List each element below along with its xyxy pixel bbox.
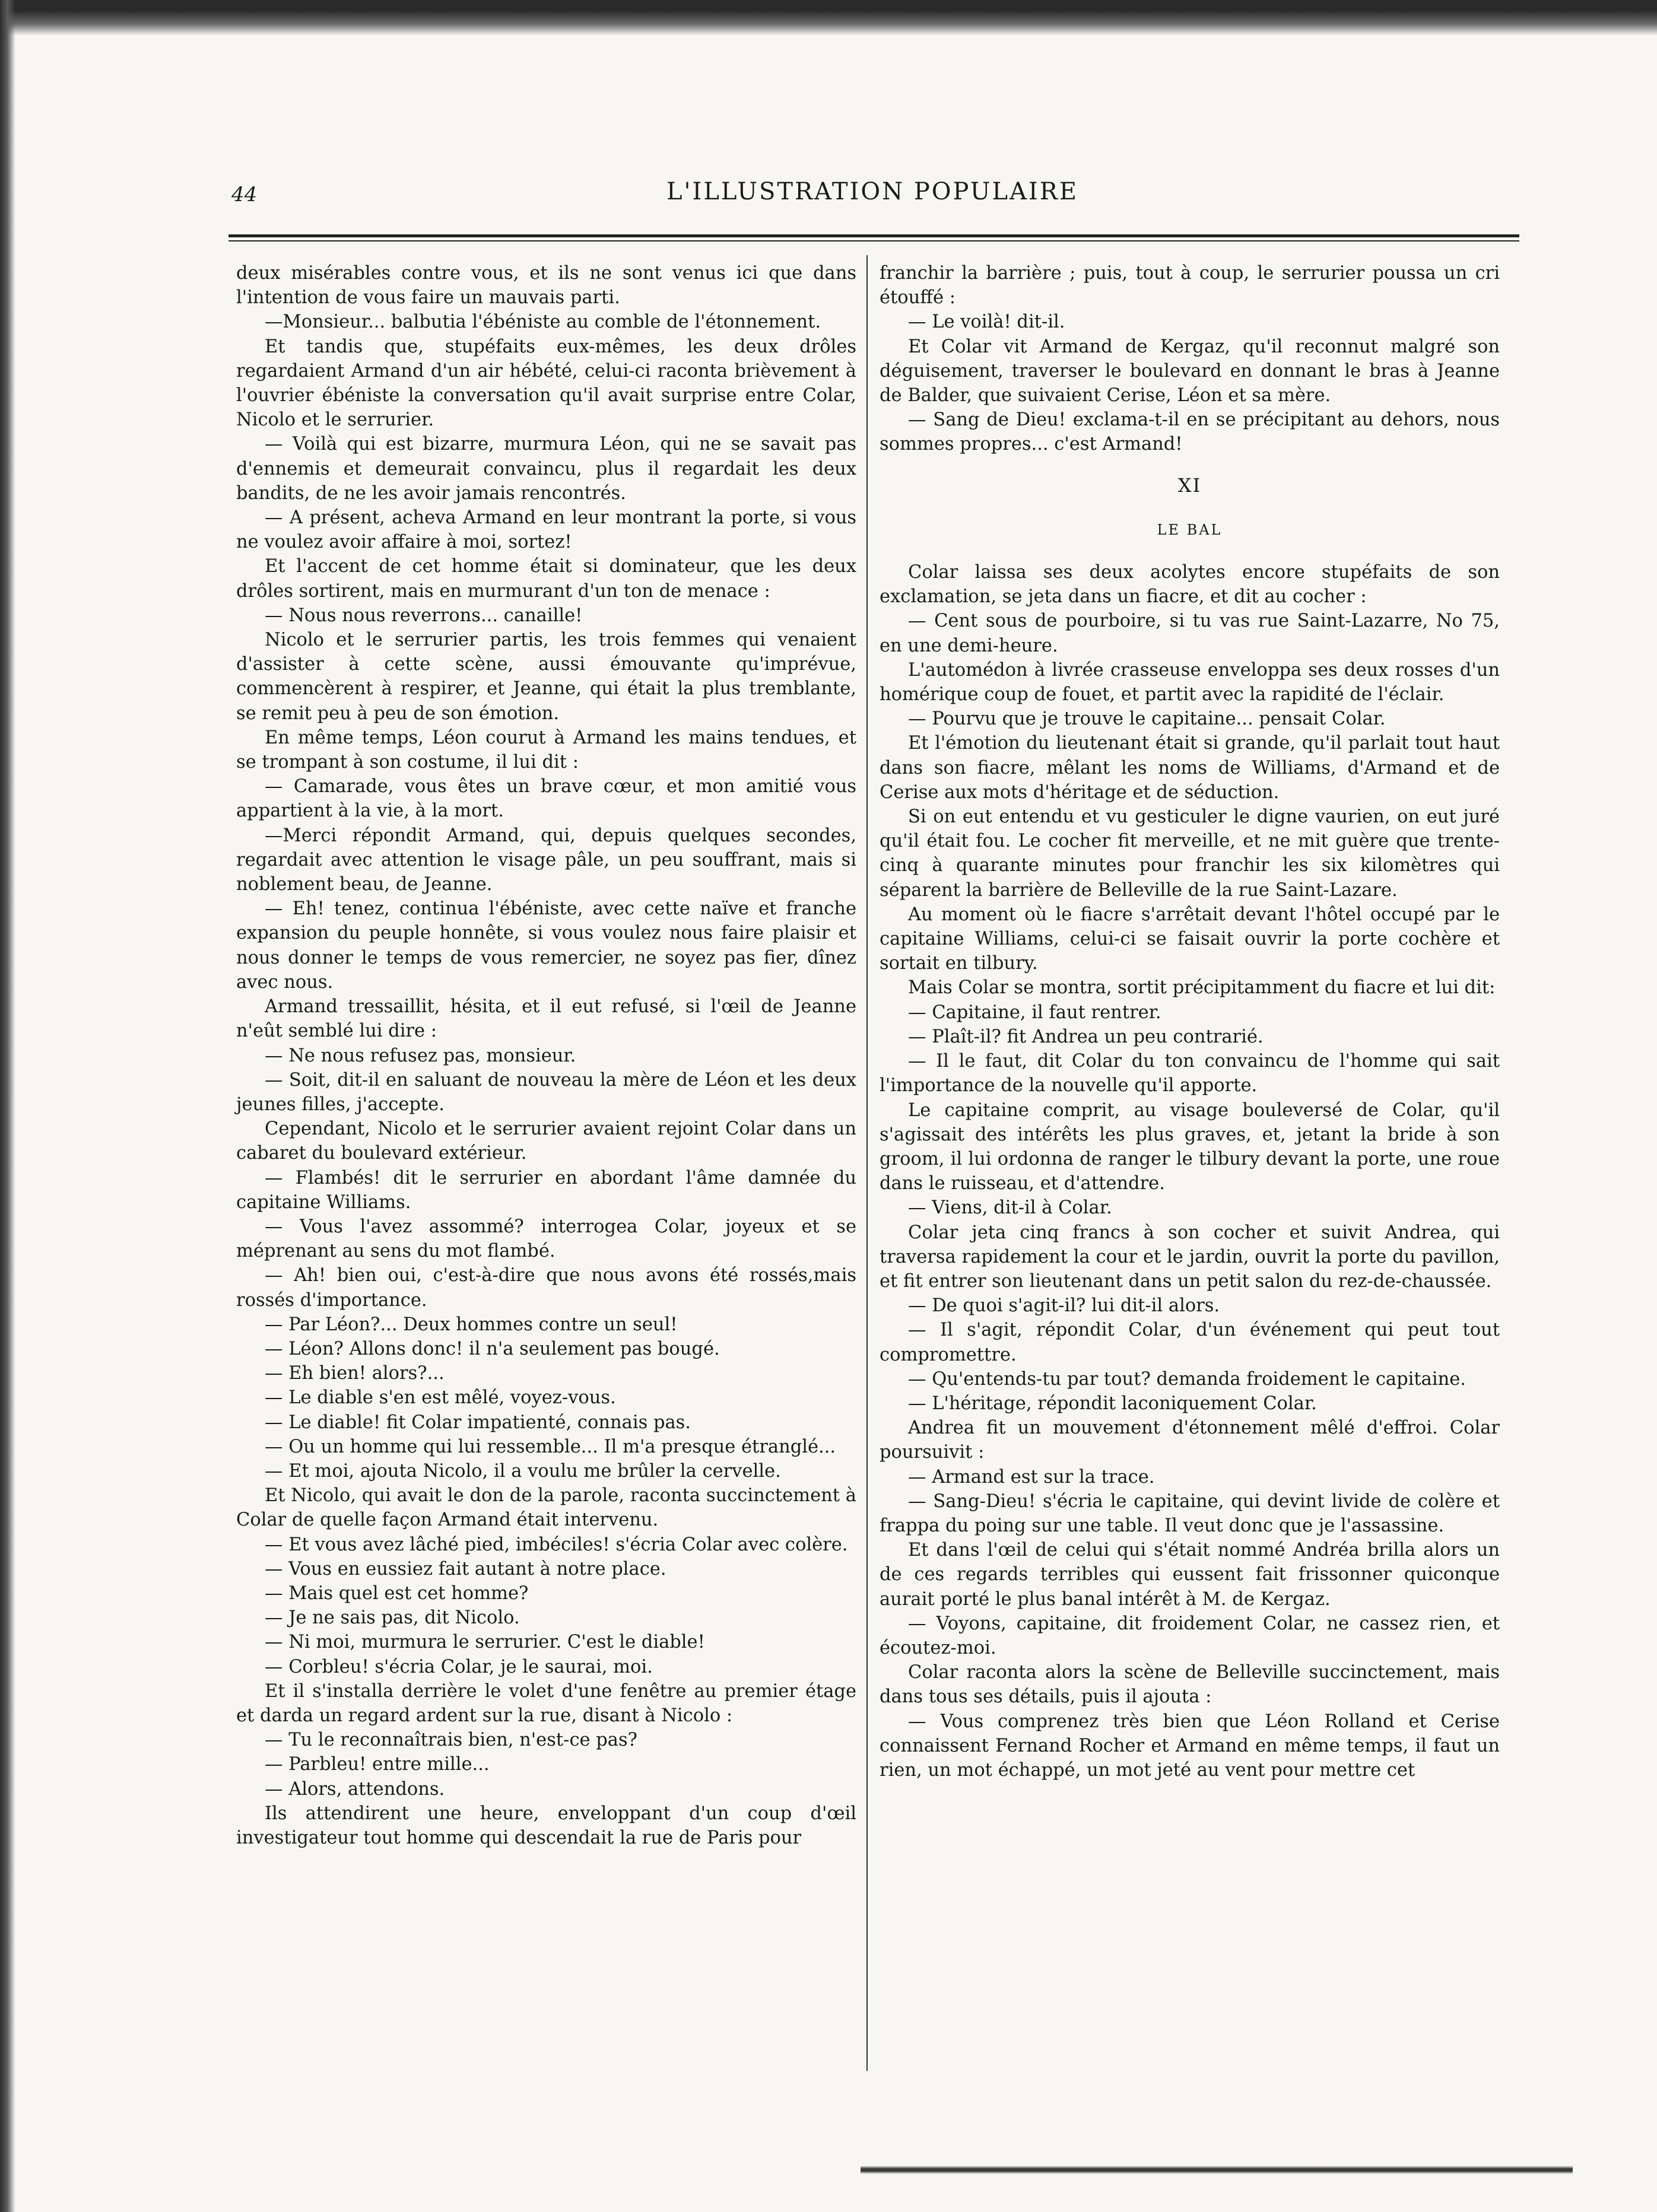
paragraph: — Alors, attendons.	[265, 1778, 445, 1800]
paragraph: Et Nicolo, qui avait le don de la parole, raconta succinctement à Colar de quelle façon Armand était intervenu.	[236, 1485, 856, 1531]
paragraph: — Mais quel est cet homme?	[265, 1582, 529, 1604]
paragraph: — Eh bien! alors?...	[265, 1363, 445, 1384]
scan-edge-left	[0, 0, 15, 2212]
paragraph: — Cent sous de pourboire, si tu vas rue Saint-Lazarre, No 75, en une demi-heure.	[880, 611, 1500, 656]
paragraph: — Et vous avez lâché pied, imbéciles! s'écria Colar avec colère.	[265, 1534, 848, 1555]
paragraph: —Monsieur... balbutia l'ébéniste au comble de l'étonnement.	[265, 312, 821, 333]
paragraph: Le capitaine comprit, au visage bouleversé de Colar, qu'il s'agissait des intérêts les plus graves, et, jetant la bride à son groom, il lui ordonna de ranger le tilbury devant la porte, une roue dans le ruisseau, et d'attendre.	[880, 1099, 1500, 1194]
paragraph: Au moment où le fiacre s'arrêtait devant l'hôtel occupé par le capitaine Williams, celui-ci se faisait ouvrir la porte cochère et sortait en tilbury.	[880, 904, 1500, 974]
paragraph: Cependant, Nicolo et le serrurier avaient rejoint Colar dans un cabaret du boulevard extérieur.	[236, 1118, 856, 1164]
paragraph: — Ah! bien oui, c'est-à-dire que nous avons été rossés,mais rossés d'importance.	[236, 1265, 856, 1311]
paragraph: — Plaît-il? fit Andrea un peu contrarié.	[908, 1026, 1264, 1047]
paragraph: Et dans l'œil de celui qui s'était nommé Andréa brilla alors un de ces regards terribles qui eussent fait frissonner quiconque aurait porté le plus banal intérêt à M. de Kergaz.	[880, 1540, 1500, 1610]
paragraph: — Pourvu que je trouve le capitaine... pensait Colar.	[908, 708, 1386, 730]
paragraph: — A présent, acheva Armand en leur montrant la porte, si vous ne voulez avoir affaire à moi, sortez!	[236, 507, 856, 553]
page-header	[231, 178, 1513, 214]
paragraph: — Camarade, vous êtes un brave cœur, et mon amitié vous appartient à la vie, à la mort.	[236, 776, 856, 822]
paragraph: franchir la barrière ; puis, tout à coup, le serrurier poussa un cri étouffé :	[880, 263, 1500, 309]
paragraph: — Léon? Allons donc! il n'a seulement pas bougé.	[265, 1338, 720, 1359]
header-rule	[228, 234, 1519, 237]
paragraph: — Tu le reconnaîtrais bien, n'est-ce pas?	[265, 1730, 637, 1751]
paragraph: Colar jeta cinq francs à son cocher et suivit Andrea, qui traversa rapidement la cour et le jardin, ouvrit la porte du pavillon, et fit entrer son lieutenant dans un petit salon du rez-de-chaussée.	[880, 1222, 1500, 1292]
paragraph: Et l'émotion du lieutenant était si grande, qu'il parlait tout haut dans son fiacre, mêlant les noms de Williams, d'Armand et de Cerise aux mots d'héritage et de séduction.	[880, 733, 1500, 803]
paragraph: — Le diable s'en est mêlé, voyez-vous.	[265, 1387, 616, 1409]
paragraph: — Vous l'avez assommé? interrogea Colar, joyeux et se méprenant au sens du mot flambé.	[236, 1216, 856, 1262]
paragraph: Armand tressaillit, hésita, et il eut refusé, si l'œil de Jeanne n'eût semblé lui dire :	[236, 996, 856, 1042]
paragraph: — Eh! tenez, continua l'ébéniste, avec cette naïve et franche expansion du peuple honnête, si vous voulez nous faire plaisir et nous donner le temps de vous remercier, ne soyez pas fier, dînez avec nous.	[236, 898, 856, 993]
paragraph: Et Colar vit Armand de Kergaz, qu'il reconnut malgré son déguisement, traverser le boulevard en donnant le bras à Jeanne de Balder, que suivaient Cerise, Léon et sa mère.	[880, 336, 1500, 406]
paragraph: Si on eut entendu et vu gesticuler le digne vaurien, on eut juré qu'il était fou. Le cocher fit merveille, et ne mit guère que trente-cinq à quarante minutes pour franchir les six kilomètres qui séparent la barrière de Belleville de la rue Saint-Lazare.	[880, 806, 1500, 901]
paragraph: — Voyons, capitaine, dit froidement Colar, ne cassez rien, et écoutez-moi.	[880, 1613, 1500, 1658]
scan-edge-top	[0, 0, 1657, 36]
paragraph: — Nous nous reverrons... canaille!	[265, 605, 583, 626]
column-divider	[866, 255, 868, 2071]
right-column	[880, 261, 1500, 1782]
left-column	[236, 261, 856, 1850]
paragraph: deux misérables contre vous, et ils ne sont venus ici que dans l'intention de vous faire un mauvais parti.	[236, 263, 856, 309]
chapter-number: XI	[1177, 473, 1202, 497]
paragraph: — Je ne sais pas, dit Nicolo.	[265, 1607, 520, 1629]
paragraph: Colar raconta alors la scène de Belleville succinctement, mais dans tous ses détails, puis il ajouta :	[880, 1662, 1500, 1708]
paragraph: — Il s'agit, répondit Colar, d'un événement qui peut tout compromettre.	[880, 1320, 1500, 1365]
paragraph: — Armand est sur la trace.	[908, 1466, 1155, 1488]
paragraph: — De quoi s'agit-il? lui dit-il alors.	[908, 1295, 1220, 1317]
paragraph: Ils attendirent une heure, enveloppant d'un coup d'œil investigateur tout homme qui descendait la rue de Paris pour	[236, 1803, 856, 1848]
paragraph: — Sang-Dieu! s'écria le capitaine, qui devint livide de colère et frappa du poing sur une table. Il veut donc que je l'assassine.	[880, 1490, 1500, 1536]
paragraph: Et l'accent de cet homme était si dominateur, que les deux drôles sortirent, mais en murmurant d'un ton de menace :	[236, 556, 856, 602]
journal-title: L'ILLUSTRATION POPULAIRE	[666, 178, 1079, 205]
paragraph: — Voilà qui est bizarre, murmura Léon, qui ne se savait pas d'ennemis et demeurait convaincu, plus il regardait les deux bandits, de ne les avoir jamais rencontrés.	[236, 434, 856, 504]
paragraph: — Par Léon?... Deux hommes contre un seul!	[265, 1314, 678, 1335]
paragraph: — Il le faut, dit Colar du ton convaincu de l'homme qui sait l'importance de la nouvelle qu'il apporte.	[880, 1051, 1500, 1097]
header-rule-thin	[228, 240, 1519, 241]
paragraph: — Corbleu! s'écria Colar, je le saurai, moi.	[265, 1656, 653, 1677]
chapter-title: LE BAL	[1157, 521, 1223, 538]
paragraph: — L'héritage, répondit laconiquement Colar.	[908, 1393, 1317, 1414]
paragraph: Et il s'installa derrière le volet d'une fenêtre au premier étage et darda un regard ardent sur la rue, disant à Nicolo :	[236, 1680, 856, 1726]
paragraph: — Qu'entends-tu par tout? demanda froidement le capitaine.	[908, 1368, 1466, 1390]
paragraph: En même temps, Léon courut à Armand les mains tendues, et se trompant à son costume, il lui dit :	[236, 727, 856, 773]
paragraph: — Vous en eussiez fait autant à notre place.	[265, 1558, 666, 1579]
paragraph: — Capitaine, il faut rentrer.	[908, 1002, 1161, 1023]
paragraph: Andrea fit un mouvement d'étonnement mêlé d'effroi. Colar poursuivit :	[880, 1418, 1500, 1463]
paragraph: Mais Colar se montra, sortit précipitamment du fiacre et lui dit:	[908, 977, 1496, 999]
paragraph: —Merci répondit Armand, qui, depuis quelques secondes, regardait avec attention le visage pâle, un peu souffrant, mais si noblement beau, de Jeanne.	[236, 825, 856, 895]
paragraph: — Vous comprenez très bien que Léon Rolland et Cerise connaissent Fernand Rocher et Armand en même temps, il faut un rien, un mot échappé, un mot jeté au vent pour mettre cet	[880, 1711, 1500, 1781]
paragraph: — Ne nous refusez pas, monsieur.	[265, 1045, 576, 1066]
paragraph: — Viens, dit-il à Colar.	[908, 1197, 1112, 1219]
paragraph: — Ou un homme qui lui ressemble... Il m'a presque étranglé...	[265, 1436, 836, 1457]
paragraph: — Et moi, ajouta Nicolo, il a voulu me brûler la cervelle.	[265, 1460, 781, 1482]
paragraph: — Flambés! dit le serrurier en abordant l'âme damnée du capitaine Williams.	[236, 1167, 856, 1213]
paragraph: — Soit, dit-il en saluant de nouveau la mère de Léon et les deux jeunes filles, j'accepte.	[236, 1069, 856, 1115]
page-number: 44	[231, 183, 258, 206]
scan-edge-bottom	[861, 2166, 1573, 2174]
right-column-top	[880, 261, 1500, 457]
paragraph: — Parbleu! entre mille...	[265, 1754, 490, 1775]
paragraph: — Le voilà! dit-il.	[908, 312, 1065, 333]
paragraph: — Ni moi, murmura le serrurier. C'est le diable!	[265, 1632, 705, 1653]
paragraph: Colar laissa ses deux acolytes encore stupéfaits de son exclamation, se jeta dans un fiacre, et dit au cocher :	[880, 562, 1500, 608]
paragraph: Nicolo et le serrurier partis, les trois femmes qui venaient d'assister à cette scène, aussi émouvante qu'imprévue, commencèrent à respirer, et Jeanne, qui était la plus tremblante, se remit peu à peu de son émotion.	[236, 630, 856, 724]
paragraph: L'automédon à livrée crasseuse enveloppa ses deux rosses d'un homérique coup de fouet, et partit avec la rapidité de l'éclair.	[880, 659, 1500, 705]
paragraph: — Sang de Dieu! exclama-t-il en se précipitant au dehors, nous sommes propres... c'est Armand!	[880, 409, 1500, 455]
paragraph: Et tandis que, stupéfaits eux-mêmes, les deux drôles regardaient Armand d'un air hébété, celui-ci raconta brièvement à l'ouvrier ébéniste la conversation qu'il avait surprise entre Colar, Nicolo et le serrurier.	[236, 336, 856, 431]
paragraph: — Le diable! fit Colar impatienté, connais pas.	[265, 1412, 691, 1433]
right-column-bottom	[880, 560, 1500, 1782]
